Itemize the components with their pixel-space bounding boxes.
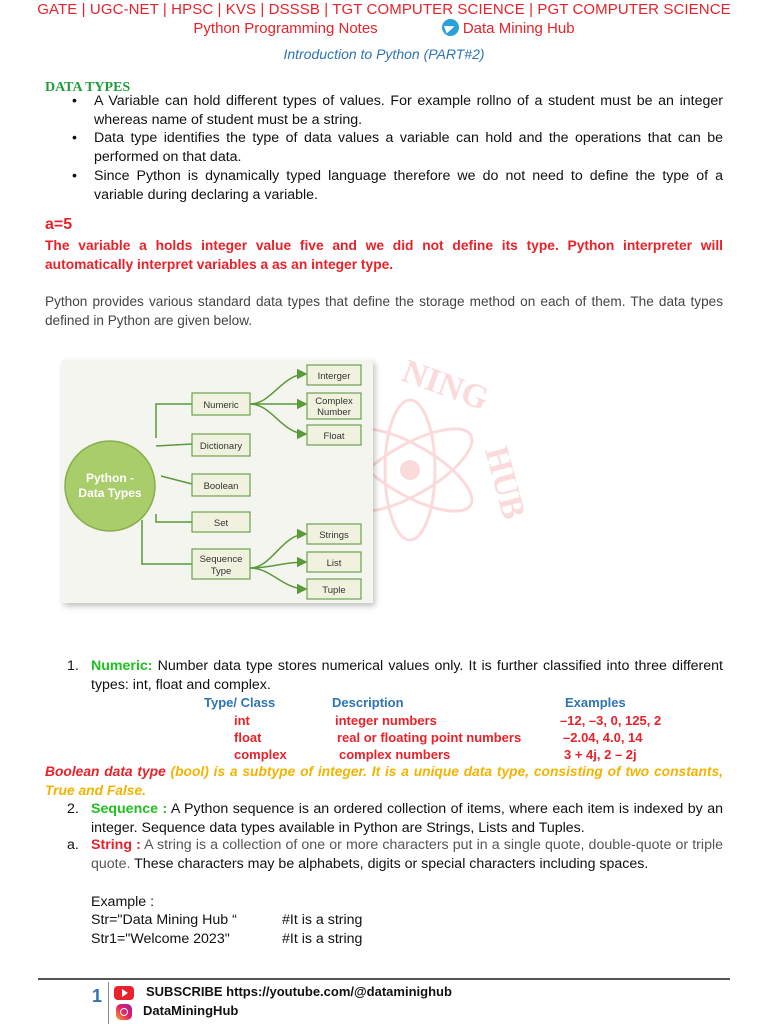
table-cell: complex xyxy=(234,747,287,762)
table-cell: integer numbers xyxy=(335,713,437,728)
diagram-node-boolean: Boolean xyxy=(203,481,239,492)
page-subtitle: Introduction to Python (PART#2) xyxy=(283,46,485,62)
data-types-diagram xyxy=(62,360,373,603)
diagram-node-list: List xyxy=(326,558,342,569)
diagram-root-line2: Data Types xyxy=(78,486,142,500)
example-code-line: Str1="Welcome 2023" xyxy=(91,931,230,947)
string-description-gray: A string is a collection of one or more characters put in a single quote, double-quote or triple quote. xyxy=(91,837,723,872)
string-label: String : xyxy=(91,837,141,853)
table-cell: –2.04, 4.0, 14 xyxy=(563,730,643,745)
bullet-item: • A Variable can hold different types of values. For example rollno of a student must be an integer whereas name of student must be a string. xyxy=(45,92,723,129)
section-title: DATA TYPES xyxy=(45,80,131,95)
table-cell: 3 + 4j, 2 – 2j xyxy=(564,747,637,762)
table-cell: float xyxy=(234,730,262,745)
table-header: Type/ Class xyxy=(204,695,276,710)
subscribe-link[interactable]: SUBSCRIBE https://youtube.com/@dataminighub xyxy=(146,984,452,999)
sequence-label: Sequence : xyxy=(91,801,168,817)
instagram-icon[interactable] xyxy=(116,1004,132,1020)
example-comment: #It is a string xyxy=(282,912,363,928)
diagram-node-float: Float xyxy=(323,431,345,442)
string-text-block xyxy=(45,836,723,874)
table-cell: real or floating point numbers xyxy=(337,730,522,745)
numeric-item xyxy=(45,657,723,695)
numeric-text-block xyxy=(45,657,723,695)
svg-text:NING: NING xyxy=(397,352,494,418)
numeric-description: Number data type stores numerical values only. It is further classified into three different types: int, float and complex. xyxy=(91,658,723,693)
diagram-node-set: Set xyxy=(213,518,229,529)
notes-title: Python Programming Notes xyxy=(193,20,378,37)
boolean-text: (bool) is a subtype of integer. It is a unique data type, consisting of two constants, True and False. xyxy=(45,764,723,798)
example-code-line: Str="Data Mining Hub “ xyxy=(91,912,237,928)
boolean-label: Boolean data type xyxy=(45,764,166,779)
example-comment: #It is a string xyxy=(282,931,363,947)
hub-label: Data Mining Hub xyxy=(462,20,575,37)
page-number: 1 xyxy=(92,986,103,1006)
table-cell: complex numbers xyxy=(339,747,451,762)
sequence-item xyxy=(45,800,723,838)
diagram-node-interger: Interger xyxy=(317,371,351,382)
intro-paragraph: Python provides various standard data types that define the storage method on each of them. The data types defined in Python are given below. xyxy=(45,294,723,328)
boolean-paragraph xyxy=(45,763,723,800)
diagram-node-sequence-line1: Sequence xyxy=(199,554,243,565)
example-explanation: The variable a holds integer value five and we did not define its type. Python interpreter will automatically interpret variables a as an integer type. xyxy=(45,238,723,272)
item-letter: a. xyxy=(67,837,79,853)
diagram-node-numeric: Numeric xyxy=(203,400,239,411)
bullet-list xyxy=(45,92,723,204)
item-number: 2. xyxy=(67,801,79,817)
item-number: 1. xyxy=(67,658,79,674)
table-cell: –12, –3, 0, 125, 2 xyxy=(560,713,662,728)
diagram-node-dictionary: Dictionary xyxy=(199,441,243,452)
diagram-root-line1: Python - xyxy=(86,471,134,485)
string-description: These characters may be alphabets, digits or special characters including spaces. xyxy=(130,855,649,872)
diagram-svg xyxy=(62,360,373,603)
footer-divider xyxy=(38,978,730,980)
header-line2 xyxy=(0,19,768,38)
sequence-text-block xyxy=(45,800,723,838)
svg-text:HUB: HUB xyxy=(477,442,533,524)
hub-link[interactable] xyxy=(442,20,575,37)
bullet-item: • Since Python is dynamically typed language therefore we do not need to define the type of a variable during declaring a variable. xyxy=(45,167,723,204)
string-item xyxy=(45,836,723,874)
numeric-label: Numeric: xyxy=(91,658,153,674)
youtube-icon[interactable] xyxy=(114,986,134,1000)
telegram-icon xyxy=(442,19,459,36)
diagram-node-complex-line1: Complex xyxy=(315,396,353,407)
example-code: a=5 xyxy=(45,216,73,233)
header-exams: GATE | UGC-NET | HPSC | KVS | DSSSB | TGT COMPUTER SCIENCE | PGT COMPUTER SCIENCE xyxy=(37,1,731,18)
table-header: Description xyxy=(332,695,404,710)
bullet-item: • Data type identifies the type of data values a variable can hold and the operations that can be performed on that data. xyxy=(45,129,723,166)
footer-separator xyxy=(108,982,109,1024)
diagram-node-tuple: Tuple xyxy=(322,585,346,596)
example-line xyxy=(91,911,363,930)
diagram-node-sequence-line2: Type xyxy=(210,566,232,577)
instagram-handle[interactable]: DataMiningHub xyxy=(143,1003,239,1018)
example-line xyxy=(91,930,363,949)
diagram-node-strings: Strings xyxy=(319,530,349,541)
example-label: Example : xyxy=(91,894,155,910)
diagram-node-complex-line2: Number xyxy=(317,407,351,418)
table-cell: int xyxy=(234,713,250,728)
sequence-description: A Python sequence is an ordered collection of items, where each item is indexed by an integer. Sequence data types available in Python are Strings, Lists and Tuples. xyxy=(91,801,723,836)
table-header: Examples xyxy=(565,695,626,710)
